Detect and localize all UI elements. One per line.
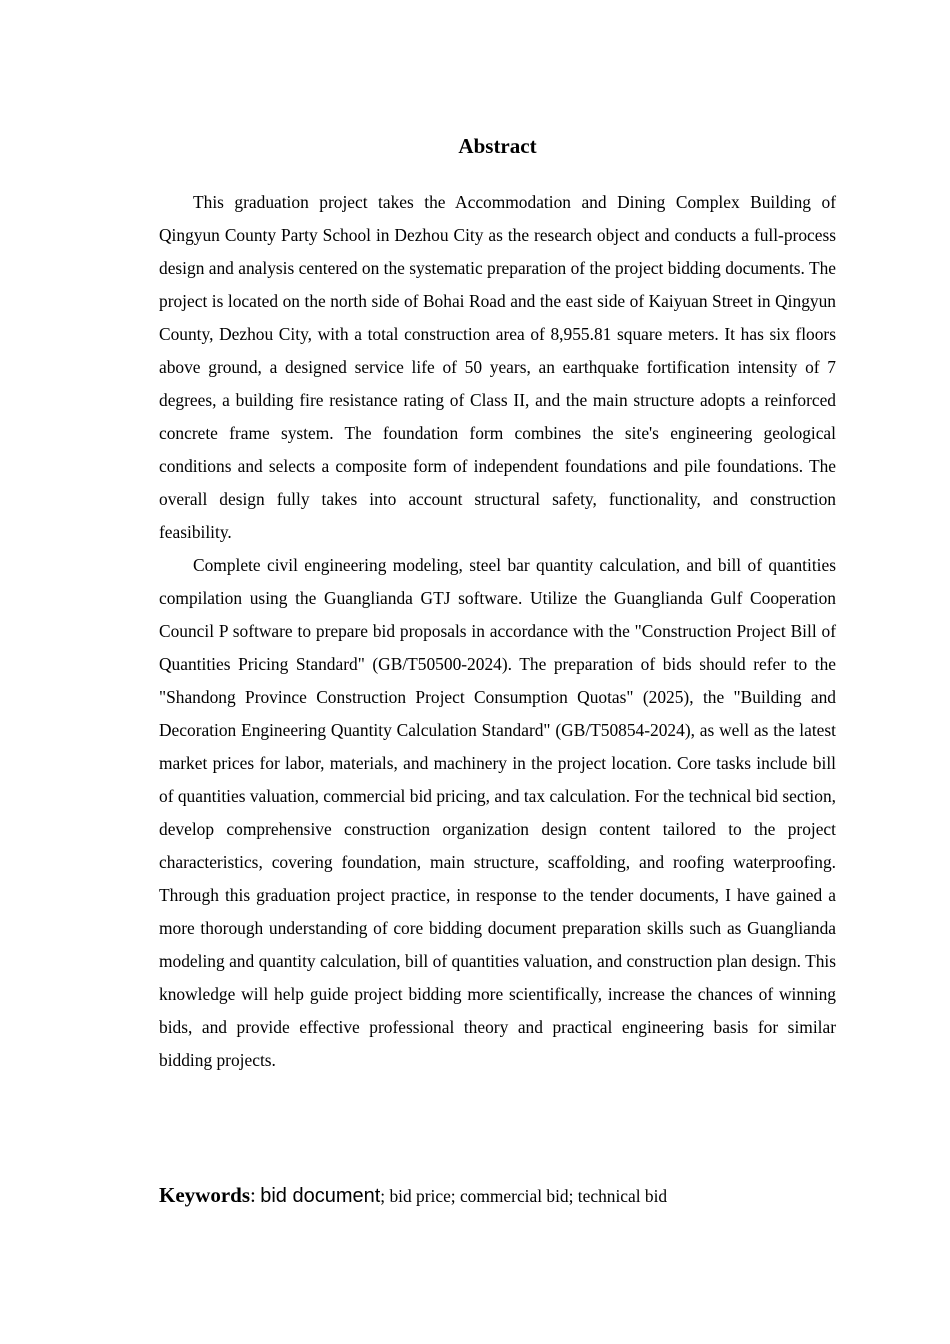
abstract-paragraph-2: Complete civil engineering modeling, steel bar quantity calculation, and bill of quantities compilation using the Guanglianda GTJ software. Utilize the Guanglianda Gulf Cooperation Council P software to prepare bid proposals in accordance with the "Construction Project Bill of Quantities Pricing Standard" (GB/T50500-2024). The preparation of bids should refer to the "Shandong Province Construction Project Consumption Quotas" (2025), the "Building and Decoration Engineering Quantity Calculation Standard" (GB/T50854-2024), as well as the latest market prices for labor, materials, and machinery in the project location. Core tasks include bill of quantities valuation, commercial bid pricing, and tax calculation. For the technical bid section, develop comprehensive construction organization design content tailored to the project characteristics, covering foundation, main structure, scaffolding, and roofing waterproofing. Through this graduation project practice, in response to the tender documents, I have gained a more thorough understanding of core bidding document preparation skills such as Guanglianda modeling and quantity calculation, bill of quantities valuation, and construction plan design. This knowledge will help guide project bidding more scientifically, increase the chances of winning bids, and provide effective professional theory and practical engineering basis for similar bidding projects. xyxy=(159,555,836,1070)
keywords-rest: ; bid price; commercial bid; technical bid xyxy=(380,1186,668,1206)
abstract-paragraph-1: This graduation project takes the Accommodation and Dining Complex Building of Qingyun County Party School in Dezhou City as the research object and conducts a full-process design and analysis centered on the systematic preparation of the project bidding documents. The project is located on the north side of Bohai Road and the east side of Kaiyuan Street in Qingyun County, Dezhou City, with a total construction area of 8,955.81 square meters. It has six floors above ground, a designed service life of 50 years, an earthquake fortification intensity of 7 degrees, a building fire resistance rating of Class II, and the main structure adopts a reinforced concrete frame system. The foundation form combines the site's engineering geological conditions and selects a composite form of independent foundations and pile foundations. The overall design fully takes into account structural safety, functionality, and construction feasibility. xyxy=(159,192,836,542)
abstract-body xyxy=(159,186,836,1077)
abstract-title: Abstract xyxy=(458,134,537,158)
keywords-separator: : xyxy=(250,1183,256,1207)
keywords-label: Keywords xyxy=(159,1183,250,1207)
keywords-line xyxy=(159,1180,836,1211)
keyword-first: bid document xyxy=(260,1185,381,1207)
